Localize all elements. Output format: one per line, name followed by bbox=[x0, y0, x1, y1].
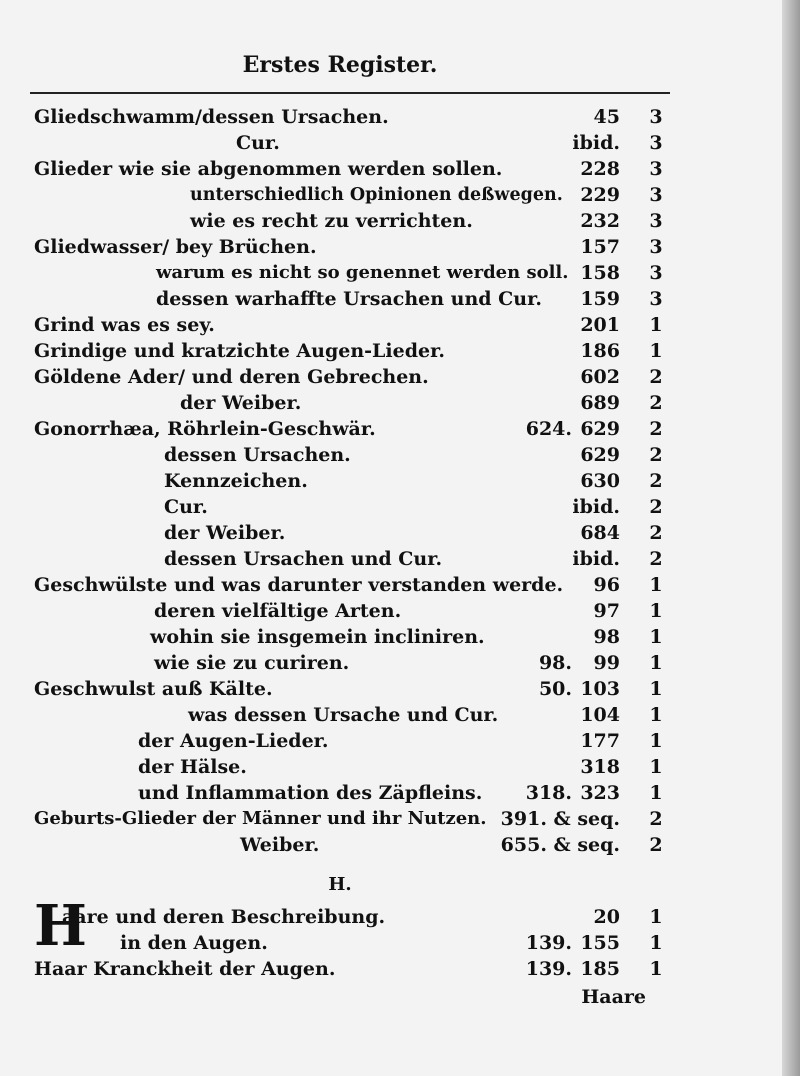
entry-volume: 2 bbox=[649, 548, 663, 570]
index-entry bbox=[0, 728, 680, 754]
entry-page-ref: 391. & seq. bbox=[500, 808, 620, 830]
entry-label: der Weiber. bbox=[164, 522, 286, 544]
entry-page-ref-first: 139. bbox=[525, 958, 572, 980]
entry-volume: 3 bbox=[649, 184, 663, 206]
entry-label: Glieder wie sie abgenommen werden sollen. bbox=[34, 158, 503, 180]
entry-page-ref: 684 bbox=[580, 522, 620, 544]
entry-volume: 3 bbox=[649, 262, 663, 284]
index-entry bbox=[0, 390, 680, 416]
index-entry bbox=[0, 832, 680, 858]
entry-page-ref: 45 bbox=[593, 106, 620, 128]
index-entry bbox=[0, 650, 680, 676]
entry-volume: 2 bbox=[649, 522, 663, 544]
entry-volume: 1 bbox=[649, 652, 663, 674]
entry-volume: 1 bbox=[649, 756, 663, 778]
entry-page-ref: 99 bbox=[593, 652, 620, 674]
entry-page-ref: ibid. bbox=[572, 548, 620, 570]
entry-page-ref-first: 98. bbox=[538, 652, 572, 674]
entry-label: der Weiber. bbox=[180, 392, 302, 414]
entry-page-ref: 177 bbox=[580, 730, 620, 752]
entry-volume: 3 bbox=[649, 158, 663, 180]
entry-page-ref: 103 bbox=[580, 678, 620, 700]
entry-volume: 3 bbox=[649, 210, 663, 232]
entry-label: wie sie zu curiren. bbox=[154, 652, 350, 674]
entry-volume: 1 bbox=[649, 600, 663, 622]
entry-page-ref: 630 bbox=[580, 470, 620, 492]
index-entry bbox=[0, 904, 680, 930]
entry-volume: 1 bbox=[649, 314, 663, 336]
entry-page-ref: 228 bbox=[580, 158, 620, 180]
index-entry bbox=[0, 520, 680, 546]
entry-page-ref: ibid. bbox=[572, 132, 620, 154]
entry-volume: 2 bbox=[649, 444, 663, 466]
index-entry bbox=[0, 930, 680, 956]
index-entry bbox=[0, 208, 680, 234]
entry-label: aare und deren Beschreibung. bbox=[62, 906, 386, 928]
catchword: Haare bbox=[581, 986, 646, 1008]
entry-page-ref-first: 624. bbox=[525, 418, 572, 440]
page-edge-shadow bbox=[782, 0, 800, 1076]
index-entry bbox=[0, 156, 680, 182]
entry-volume: 1 bbox=[649, 678, 663, 700]
entry-label: der Augen-Lieder. bbox=[138, 730, 329, 752]
index-entry bbox=[0, 702, 680, 728]
entry-volume: 3 bbox=[649, 288, 663, 310]
entry-page-ref: 201 bbox=[580, 314, 620, 336]
entry-page-ref-first: 318. bbox=[525, 782, 572, 804]
index-entry bbox=[0, 364, 680, 390]
entry-label: Geschwülste und was darunter verstanden werde. bbox=[34, 574, 564, 596]
entry-volume: 2 bbox=[649, 418, 663, 440]
index-entry bbox=[0, 260, 680, 286]
index-entry bbox=[0, 676, 680, 702]
entry-label: was dessen Ursache und Cur. bbox=[188, 704, 499, 726]
entry-volume: 2 bbox=[649, 366, 663, 388]
index-entry bbox=[0, 806, 680, 832]
entry-volume: 2 bbox=[649, 834, 663, 856]
index-entry bbox=[0, 286, 680, 312]
entry-volume: 1 bbox=[649, 730, 663, 752]
index-entry bbox=[0, 546, 680, 572]
entry-page-ref: 655. & seq. bbox=[500, 834, 620, 856]
entry-page-ref: 689 bbox=[580, 392, 620, 414]
entry-page-ref: 155 bbox=[580, 932, 620, 954]
entry-label: Cur. bbox=[236, 132, 280, 154]
entry-label: Gliedwasser/ bey Brüchen. bbox=[34, 236, 317, 258]
entry-volume: 1 bbox=[649, 340, 663, 362]
entry-label: deren vielfältige Arten. bbox=[154, 600, 402, 622]
index-entry bbox=[0, 416, 680, 442]
entry-label: Haar Kranckheit der Augen. bbox=[34, 958, 336, 980]
entry-page-ref: 318 bbox=[580, 756, 620, 778]
entry-page-ref: 229 bbox=[580, 184, 620, 206]
index-entry bbox=[0, 754, 680, 780]
index-entry bbox=[0, 780, 680, 806]
entry-page-ref: ibid. bbox=[572, 496, 620, 518]
entry-label: wohin sie insgemein incliniren. bbox=[150, 626, 485, 648]
entry-label: in den Augen. bbox=[120, 932, 268, 954]
entry-label: Grind was es sey. bbox=[34, 314, 215, 336]
entry-label: Cur. bbox=[164, 496, 208, 518]
entry-page-ref: 104 bbox=[580, 704, 620, 726]
entry-page-ref: 629 bbox=[580, 444, 620, 466]
entry-label: Geburts-Glieder der Männer und ihr Nutzen. bbox=[34, 808, 487, 829]
entry-page-ref: 159 bbox=[580, 288, 620, 310]
section-letter: H. bbox=[328, 874, 352, 895]
dropcap-letter: H bbox=[34, 893, 87, 959]
entry-volume: 2 bbox=[649, 470, 663, 492]
entry-volume: 1 bbox=[649, 958, 663, 980]
entry-page-ref: 602 bbox=[580, 366, 620, 388]
entry-label: und Inflammation des Zäpfleins. bbox=[138, 782, 483, 804]
index-entry bbox=[0, 598, 680, 624]
index-entry bbox=[0, 104, 680, 130]
entry-volume: 2 bbox=[649, 496, 663, 518]
entry-label: Gonorrhæa, Röhrlein-Geschwär. bbox=[34, 418, 376, 440]
index-entry bbox=[0, 956, 680, 982]
entry-label: dessen warhaffte Ursachen und Cur. bbox=[156, 288, 542, 310]
entry-volume: 1 bbox=[649, 932, 663, 954]
entry-page-ref: 157 bbox=[580, 236, 620, 258]
entry-label: Grindige und kratzichte Augen-Lieder. bbox=[34, 340, 445, 362]
page-header: Erstes Register. bbox=[242, 52, 438, 78]
entry-page-ref: 186 bbox=[580, 340, 620, 362]
entry-label: Göldene Ader/ und deren Gebrechen. bbox=[34, 366, 429, 388]
header-rule bbox=[30, 92, 670, 94]
entry-volume: 2 bbox=[649, 808, 663, 830]
entry-label: Geschwulst auß Kälte. bbox=[34, 678, 273, 700]
index-entry bbox=[0, 468, 680, 494]
entry-label: Kennzeichen. bbox=[164, 470, 308, 492]
index-entry bbox=[0, 130, 680, 156]
entry-label: wie es recht zu verrichten. bbox=[190, 210, 473, 232]
entry-volume: 1 bbox=[649, 626, 663, 648]
entry-volume: 3 bbox=[649, 236, 663, 258]
entry-page-ref: 97 bbox=[593, 600, 620, 622]
entry-volume: 1 bbox=[649, 574, 663, 596]
entry-volume: 1 bbox=[649, 906, 663, 928]
index-entry bbox=[0, 494, 680, 520]
entry-volume: 1 bbox=[649, 782, 663, 804]
index-entry bbox=[0, 312, 680, 338]
entry-page-ref: 629 bbox=[580, 418, 620, 440]
entry-volume: 2 bbox=[649, 392, 663, 414]
entry-page-ref: 158 bbox=[580, 262, 620, 284]
entry-label: Gliedschwamm/dessen Ursachen. bbox=[34, 106, 389, 128]
entry-page-ref: 185 bbox=[580, 958, 620, 980]
entry-page-ref-first: 139. bbox=[525, 932, 572, 954]
index-entry bbox=[0, 572, 680, 598]
index-entry bbox=[0, 442, 680, 468]
entry-page-ref: 96 bbox=[593, 574, 620, 596]
entry-label: dessen Ursachen. bbox=[164, 444, 351, 466]
index-entry bbox=[0, 182, 680, 208]
entry-label: dessen Ursachen und Cur. bbox=[164, 548, 443, 570]
entry-volume: 3 bbox=[649, 132, 663, 154]
entry-page-ref: 20 bbox=[593, 906, 620, 928]
entry-page-ref-first: 50. bbox=[538, 678, 572, 700]
index-entry bbox=[0, 624, 680, 650]
entry-label: der Hälse. bbox=[138, 756, 247, 778]
index-entry bbox=[0, 338, 680, 364]
entry-label: warum es nicht so genennet werden soll. bbox=[156, 262, 569, 283]
entry-label: unterschiedlich Opinionen deßwegen. bbox=[190, 185, 563, 205]
entry-volume: 1 bbox=[649, 704, 663, 726]
entry-volume: 3 bbox=[649, 106, 663, 128]
entry-page-ref: 98 bbox=[593, 626, 620, 648]
index-entry bbox=[0, 234, 680, 260]
entry-page-ref: 323 bbox=[580, 782, 620, 804]
entry-label: Weiber. bbox=[240, 834, 320, 856]
entry-page-ref: 232 bbox=[580, 210, 620, 232]
